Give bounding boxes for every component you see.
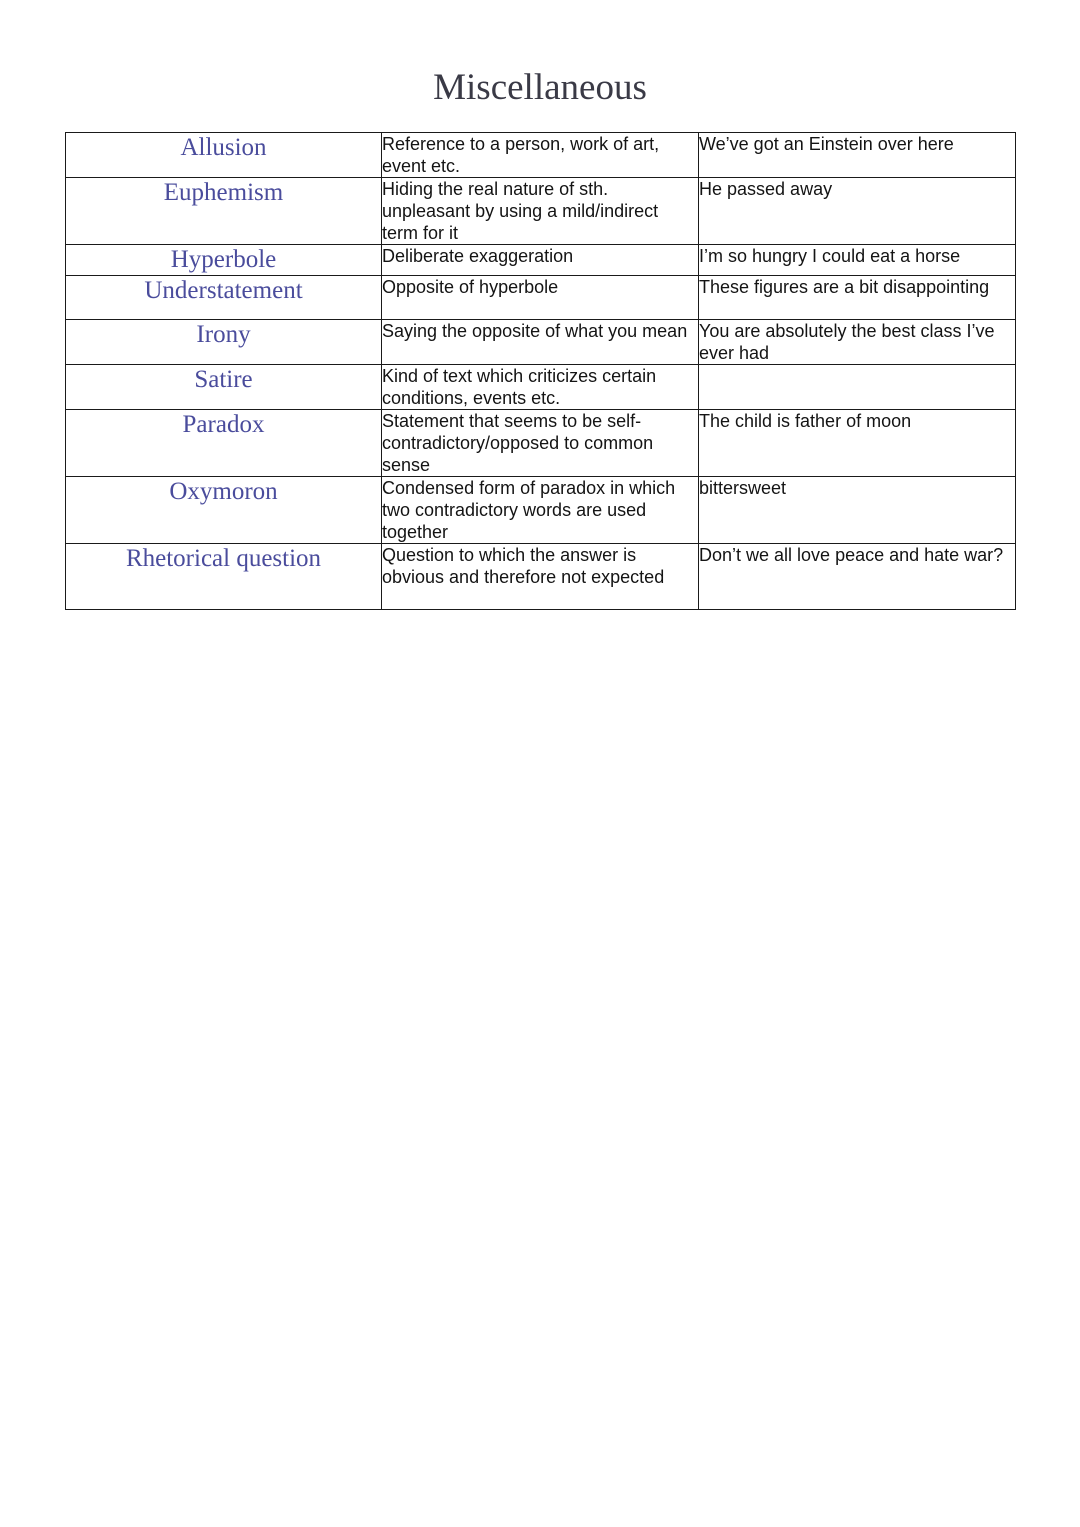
term-cell: Satire [66, 365, 382, 410]
definition-cell: Reference to a person, work of art, event etc. [382, 133, 699, 178]
definition-cell: Kind of text which criticizes certain conditions, events etc. [382, 365, 699, 410]
term-cell: Rhetorical question [66, 544, 382, 610]
term-cell: Oxymoron [66, 477, 382, 544]
term-cell: Hyperbole [66, 245, 382, 276]
definition-cell: Deliberate exaggeration [382, 245, 699, 276]
term-cell: Euphemism [66, 178, 382, 245]
example-cell [699, 365, 1016, 410]
term-cell: Paradox [66, 410, 382, 477]
table-row [66, 178, 1016, 245]
table-row [66, 245, 1016, 276]
table-row [66, 410, 1016, 477]
definition-cell: Question to which the answer is obvious and therefore not expected [382, 544, 699, 610]
example-cell: You are absolutely the best class I’ve ever had [699, 320, 1016, 365]
example-cell: The child is father of moon [699, 410, 1016, 477]
term-cell: Irony [66, 320, 382, 365]
table-row [66, 276, 1016, 320]
example-cell: Don’t we all love peace and hate war? [699, 544, 1016, 610]
term-cell: Allusion [66, 133, 382, 178]
definition-cell: Condensed form of paradox in which two contradictory words are used together [382, 477, 699, 544]
term-cell: Understatement [66, 276, 382, 320]
example-cell: I’m so hungry I could eat a horse [699, 245, 1016, 276]
table-row [66, 544, 1016, 610]
definition-cell: Statement that seems to be self-contradictory/opposed to common sense [382, 410, 699, 477]
example-cell: bittersweet [699, 477, 1016, 544]
table-row [66, 365, 1016, 410]
table-row [66, 477, 1016, 544]
stylistic-devices-table [65, 132, 1016, 610]
example-cell: These figures are a bit disappointing [699, 276, 1016, 320]
definition-cell: Saying the opposite of what you mean [382, 320, 699, 365]
example-cell: We’ve got an Einstein over here [699, 133, 1016, 178]
example-cell: He passed away [699, 178, 1016, 245]
table-row [66, 133, 1016, 178]
table-row [66, 320, 1016, 365]
definition-cell: Hiding the real nature of sth. unpleasant by using a mild/indirect term for it [382, 178, 699, 245]
definition-cell: Opposite of hyperbole [382, 276, 699, 320]
page-title: Miscellaneous [433, 67, 647, 108]
